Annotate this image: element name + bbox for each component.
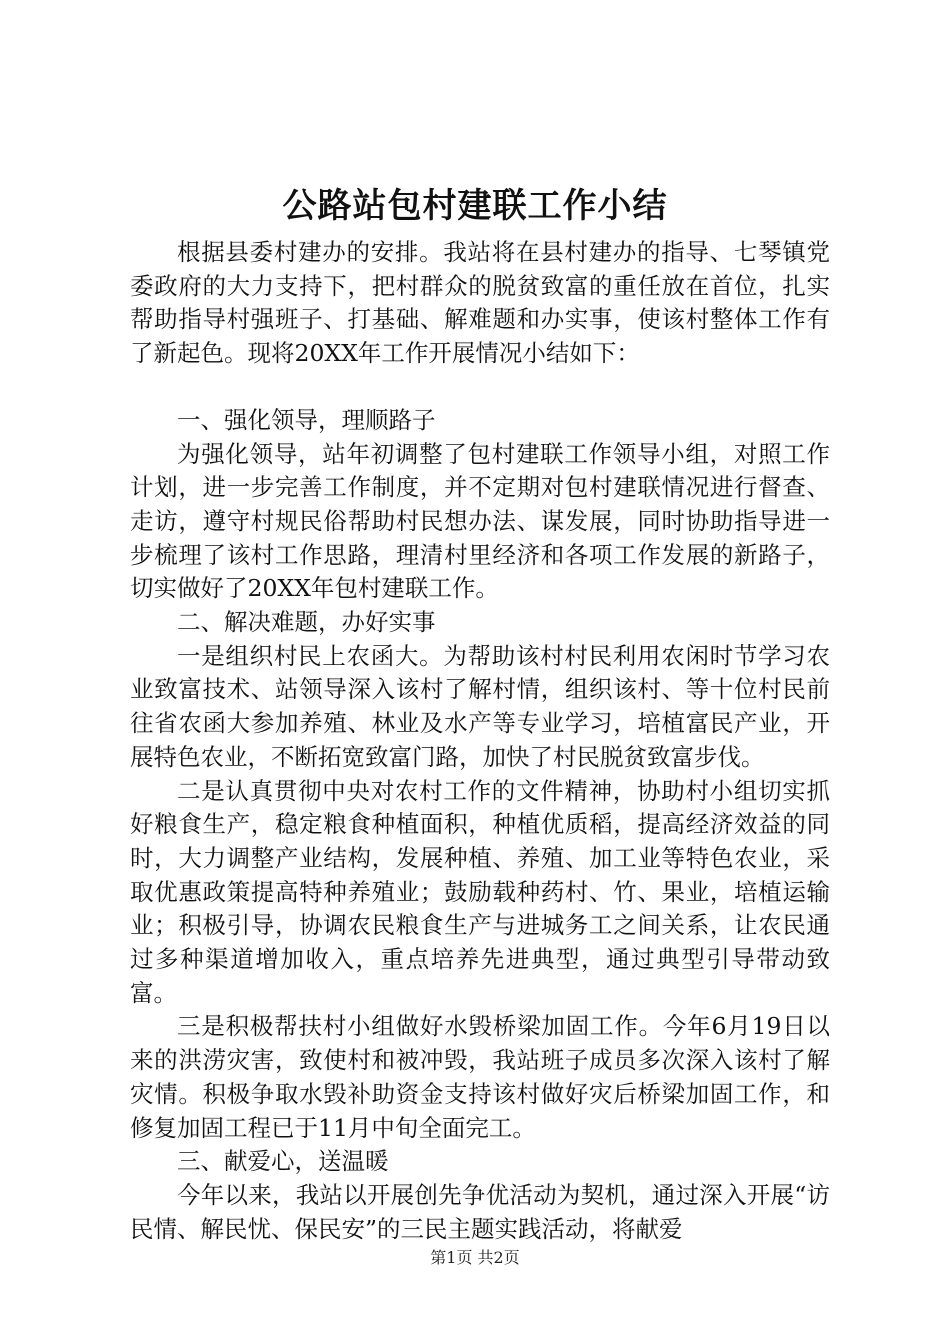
section-heading-3: 三、献爱心，送温暖 bbox=[177, 1147, 389, 1176]
section3-paragraph: 今年以来，我站以开展创先争优活动为契机，通过深入开展“访民情、解民忧、保民安”的三民主题实践活动，将献爱 bbox=[130, 1180, 830, 1243]
document-body bbox=[130, 236, 830, 1246]
section1-paragraph: 为强化领导，站年初调整了包村建联工作领导小组，对照工作计划，进一步完善工作制度，并不定期对包村建联情况进行督查、走访，遵守村规民俗帮助村民想办法、谋发展，同时协助指导进一步梳理了该村工作思路，理清村里经济和各项工作发展的新路子，切实做好了20XX年包村建联工作。 bbox=[130, 439, 830, 603]
section2-paragraph-2: 二是认真贯彻中央对农村工作的文件精神，协助村小组切实抓好粮食生产，稳定粮食种植面积，种植优质稻，提高经济效益的同时，大力调整产业结构，发展种植、养殖、加工业等特色农业，采取优惠政策提高特种养殖业；鼓励载种药村、竹、果业，培植运输业；积极引导，协调农民粮食生产与进城务工之间关系，让农民通过多种渠道增加收入，重点培养先进典型，通过典型引导带动致富。 bbox=[130, 776, 830, 1007]
page-footer: 第1页 共2页 bbox=[430, 1248, 520, 1267]
section2-paragraph-1: 一是组织村民上农函大。为帮助该村村民利用农闲时节学习农业致富技术、站领导深入该村了解村情，组织该村、等十位村民前往省农函大参加养殖、林业及水产等专业学习，培植富民产业，开展特色农业，不断拓宽致富门路，加快了村民脱贫致富步伐。 bbox=[130, 641, 830, 771]
section-heading-1: 一、强化领导，理顺路子 bbox=[177, 405, 436, 434]
section2-paragraph-3: 三是积极帮扶村小组做好水毁桥梁加固工作。今年6月19日以来的洪涝灾害，致使村和被冲毁，我站班子成员多次深入该村了解灾情。积极争取水毁补助资金支持该村做好灾后桥梁加固工作，和修复加固工程已于11月中旬全面完工。 bbox=[130, 1012, 830, 1142]
section-heading-2: 二、解决难题，办好实事 bbox=[177, 608, 436, 637]
intro-paragraph: 根据县委村建办的安排。我站将在县村建办的指导、七琴镇党委政府的大力支持下，把村群众的脱贫致富的重任放在首位，扎实帮助指导村强班子、打基础、解难题和办实事，使该村整体工作有了新起色。现将20XX年工作开展情况小结如下： bbox=[130, 238, 830, 368]
document-title: 公路站包村建联工作小结 bbox=[282, 186, 668, 226]
